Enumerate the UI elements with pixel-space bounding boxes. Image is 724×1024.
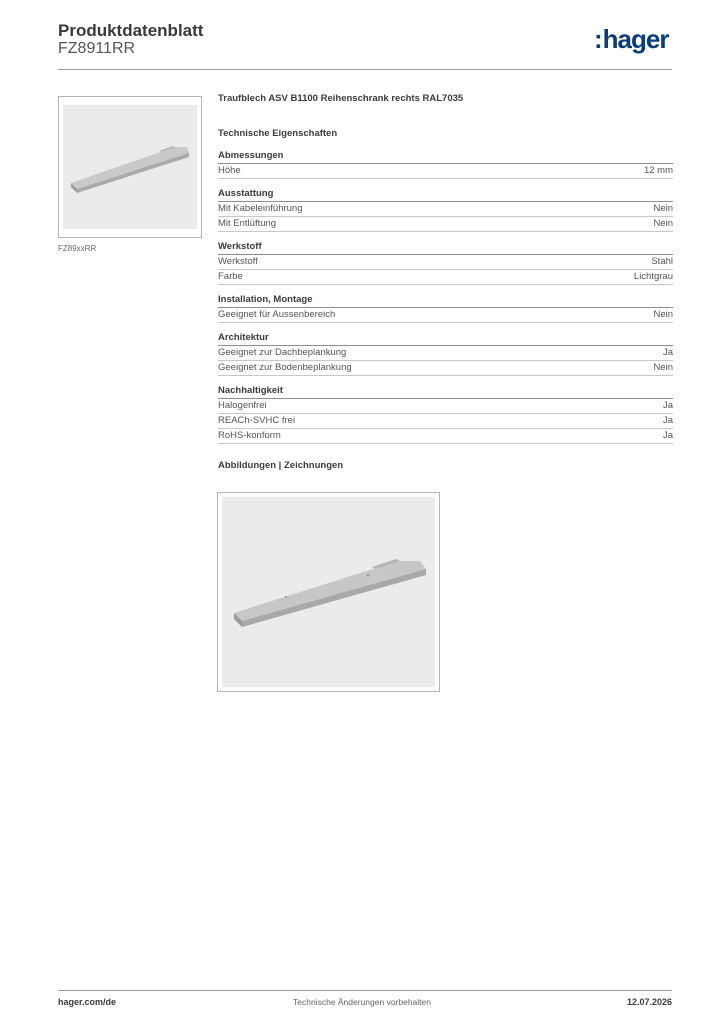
hager-logo[interactable]: :hager (594, 24, 669, 54)
property-value: 12 mm (643, 165, 673, 176)
property-label: Werkstoff (218, 256, 258, 267)
property-label: Farbe (218, 271, 243, 282)
footer-divider (58, 990, 672, 991)
property-value: Stahl (651, 256, 673, 267)
property-label: Mit Kabeleinführung (218, 203, 303, 214)
section-abmessungen (218, 150, 673, 179)
thumbnail-caption: FZ89xxRR (58, 244, 97, 253)
property-label: RoHS-konform (218, 430, 281, 441)
section-title: Werkstoff (218, 241, 673, 255)
property-row (218, 414, 673, 429)
product-thumbnail (58, 96, 202, 238)
section-werkstoff (218, 241, 673, 285)
property-value: Ja (662, 415, 673, 426)
property-label: REACh-SVHC frei (218, 415, 296, 426)
property-row (218, 346, 673, 361)
property-value: Nein (653, 362, 673, 373)
product-details (218, 93, 673, 471)
property-row (218, 255, 673, 270)
section-title: Installation, Montage (218, 294, 673, 308)
section-title: Nachhaltigkeit (218, 385, 673, 399)
property-label: Geeignet für Aussenbereich (218, 309, 336, 320)
figures-heading: Abbildungen | Zeichnungen (218, 460, 344, 471)
property-value: Ja (662, 400, 673, 411)
property-label: Geeignet zur Dachbeplankung (218, 347, 347, 358)
product-thumbnail-image (63, 105, 199, 231)
technical-properties-heading: Technische Eigenschaften (218, 128, 338, 139)
property-value: Nein (653, 309, 673, 320)
property-row (218, 361, 673, 376)
section-ausstattung (218, 188, 673, 232)
property-label: Geeignet zur Bodenbeplankung (218, 362, 352, 373)
section-nachhaltigkeit (218, 385, 673, 444)
section-installation-montage (218, 294, 673, 323)
property-value: Lichtgrau (633, 271, 673, 282)
property-value: Nein (653, 218, 673, 229)
product-figure-image (222, 497, 435, 687)
section-title: Ausstattung (218, 188, 673, 202)
product-title: Traufblech ASV B1100 Reihenschrank rechts RAL7035 (218, 93, 464, 104)
property-row (218, 217, 673, 232)
product-code: FZ8911RR (58, 40, 136, 57)
section-title: Abmessungen (218, 150, 673, 164)
document-title: Produktdatenblatt (58, 21, 204, 40)
property-row (218, 270, 673, 285)
property-row (218, 164, 673, 179)
property-row (218, 202, 673, 217)
property-value: Nein (653, 203, 673, 214)
disclaimer: Technische Änderungen vorbehalten (293, 997, 431, 1007)
property-label: Höhe (218, 165, 241, 176)
property-value: Ja (662, 347, 673, 358)
product-figure (217, 492, 440, 692)
website-link[interactable]: hager.com/de (58, 997, 117, 1007)
property-label: Mit Entlüftung (218, 218, 277, 229)
property-row (218, 429, 673, 444)
section-title: Architektur (218, 332, 673, 346)
property-label: Halogenfrei (218, 400, 267, 411)
property-value: Ja (662, 430, 673, 441)
document-date: 12.07.2026 (626, 997, 672, 1007)
logo-text: hager (602, 24, 669, 54)
section-architektur (218, 332, 673, 376)
header-divider (58, 69, 672, 70)
property-row (218, 399, 673, 414)
property-row (218, 308, 673, 323)
